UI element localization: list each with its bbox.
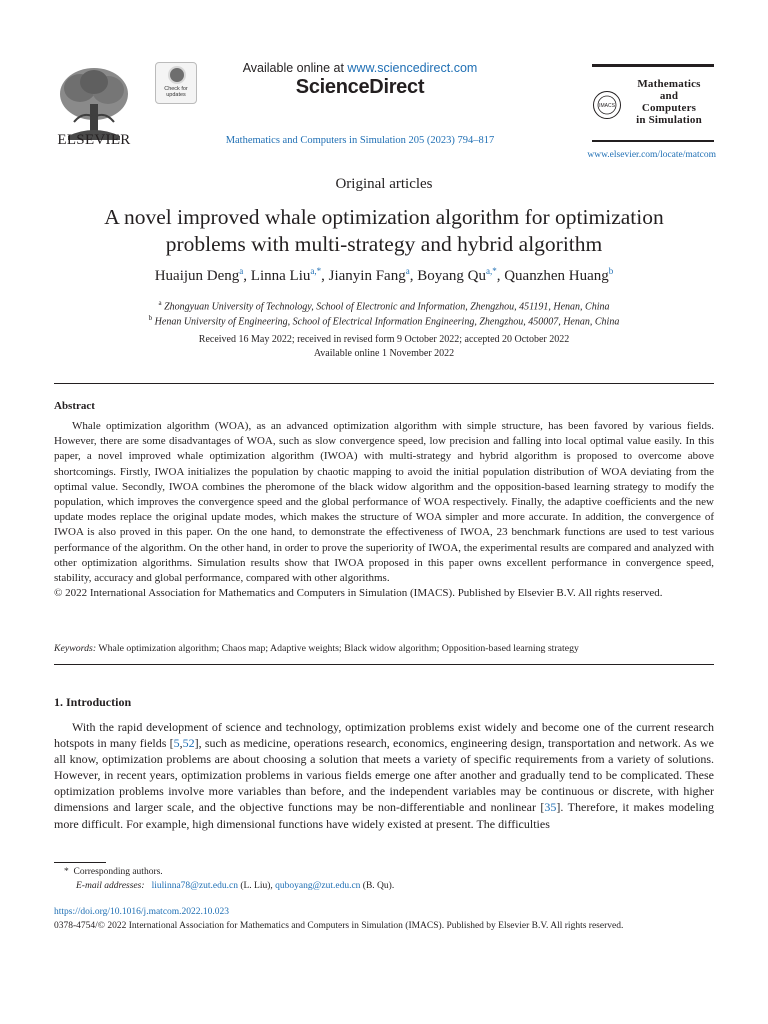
- title-line: A novel improved whale optimization algorithm for optimization: [104, 205, 664, 229]
- publisher-name: ELSEVIER: [57, 132, 131, 148]
- doi-link[interactable]: https://doi.org/10.1016/j.matcom.2022.10.023: [54, 907, 230, 917]
- abstract-text: Whale optimization algorithm (WOA), as an advanced optimization algorithm with simple structure, has been favored by various fields. However, there are some disadvantages of WOA, such as slow convergence speed, low precision and falling into local optimal value easily. In this paper, a novel improved whale optimization algorithm (IWOA) with multi-strategy and hybrid algorithm is proposed to overcome above shortcomings. Firstly, IWOA initializes the population by chaotic mapping to avoid the initial population distribution of WOA deviating from the optimal value. Secondly, IWOA combines the pheromone of the black widow algorithm and the opposition-based learning strategy to modify the population, which improves the convergence speed and the global performance of WOA respectively. Finally, the adaptive coefficients and the new update modes replace the original update modes, which makes the structure of WOA simpler and more accurate. In addition, the convergence of IWOA is also proved in this paper. On the one hand, to demonstrate the effectiveness of IWOA, 23 benchmark functions are used to test various performance of the algorithm. On the other hand, in order to prove the superiority of IWOA, the experimental results are compared and analyzed with other optimization algorithms. Simulation results show that IWOA proposed in this paper owns excellent performance in convergence speed, stability, accuracy and global performance, compared with other algorithms.: [54, 420, 714, 585]
- author-affil-marker[interactable]: a,*: [485, 266, 497, 276]
- journal-logo-line: Computers: [641, 102, 697, 114]
- author-name: Boyang Qu: [417, 268, 486, 284]
- keywords-line: [54, 643, 714, 654]
- available-online-line: [200, 61, 520, 75]
- author-name: Huaijun Deng: [154, 268, 240, 284]
- corresponding-author-note: [64, 867, 163, 877]
- footnote-marker: *: [64, 867, 69, 877]
- author-affil-marker[interactable]: a: [405, 266, 410, 276]
- journal-logo: [592, 64, 714, 146]
- introduction-paragraph: [54, 719, 714, 832]
- journal-logo-title: [622, 78, 716, 126]
- section-type: Original articles: [335, 176, 433, 192]
- footnote-rule: [54, 862, 106, 863]
- intro-text: ]. Therefore, it makes modeling more difficult. For example, high dimensional functions have widely existed at present. The difficulties: [54, 800, 714, 831]
- intro-text: With the rapid development of science and technology, optimization problems exist widely and become one of the current research hotspots in many fields [: [54, 720, 714, 751]
- author-name: Jianyin Fang: [328, 268, 406, 284]
- journal-logo-line: and: [659, 90, 679, 102]
- citation-link[interactable]: 35: [544, 800, 557, 815]
- author-list: Huaijun Deng$^a$, Linna Liu$^{a,*}$, Jianyin Fang$^a$, Boyang $Qu^{a,*}$, Quanzhen Huang$^b$: [154, 266, 614, 284]
- citation-separator: ,: [179, 736, 183, 751]
- sciencedirect-link[interactable]: www.sciencedirect.com: [347, 61, 478, 75]
- sciencedirect-brand: ScienceDirect: [295, 76, 425, 98]
- affiliation-text: Zhongyuan University of Technology, School of Electronic and Information, Zhengzhou, 451191, Henan, China: [164, 301, 610, 313]
- abstract-bottom-rule: [54, 664, 714, 665]
- imacs-seal-icon: [592, 90, 622, 120]
- journal-reference[interactable]: Mathematics and Computers in Simulation 205 (2023) 794–817: [225, 135, 495, 146]
- check-updates-label: Check for updates: [164, 86, 188, 98]
- affiliation-b: [40, 314, 728, 327]
- update-icon: [168, 66, 186, 84]
- title-line: problems with multi-strategy and hybrid algorithm: [165, 232, 603, 256]
- email-owner: (L. Liu),: [240, 881, 273, 891]
- article-title: [40, 204, 728, 258]
- received-dates: Received 16 May 2022; received in revised form 9 October 2022; accepted 20 October 2022: [198, 334, 570, 345]
- author-affil-marker[interactable]: b: [608, 266, 614, 276]
- available-online-prefix: Available online at: [242, 61, 348, 75]
- email-link[interactable]: quboyang@zut.edu.cn: [275, 881, 361, 891]
- journal-logo-line: in Simulation: [636, 114, 702, 126]
- footnote-text: Corresponding authors.: [73, 867, 163, 877]
- available-online-date: Available online 1 November 2022: [313, 347, 455, 359]
- keywords-text: Whale optimization algorithm; Chaos map; Adaptive weights; Black widow algorithm; Opposition-based learning strategy: [98, 643, 579, 654]
- journal-logo-top-rule: [592, 64, 714, 67]
- email-link[interactable]: liulinna78@zut.edu.cn: [151, 881, 238, 891]
- citation-link[interactable]: 52: [182, 736, 195, 751]
- affiliation-a: [40, 299, 728, 312]
- affiliation-text: Henan University of Engineering, School of Electrical Information Engineering, Zhengzhou, 450007, Henan, China: [154, 316, 620, 328]
- abstract-top-rule: [54, 383, 714, 384]
- citation-link[interactable]: 5: [173, 736, 180, 751]
- email-addresses-note: [76, 881, 394, 891]
- footer-copyright: 0378-4754/© 2022 International Association for Mathematics and Computers in Simulation (IMACS). Published by Elsevier B.V. All rights reserved.: [54, 921, 624, 931]
- author-affil-marker[interactable]: a,*: [310, 266, 322, 276]
- affiliation-marker: a: [158, 299, 162, 307]
- keywords-label: Keywords:: [54, 643, 97, 654]
- seal-text: IMACS: [599, 103, 615, 109]
- author-name: Quanzhen Huang: [504, 268, 609, 284]
- abstract-heading: Abstract: [54, 400, 95, 412]
- author-affil-marker[interactable]: a: [239, 266, 244, 276]
- section-heading-introduction: 1. Introduction: [54, 695, 132, 709]
- author-name: Linna Liu: [250, 268, 311, 284]
- intro-text: ], such as medicine, operations research, economics, engineering design, transportation and network. As we all know, optimization problems are about choosing a solution that meets a variety of specific requirements from a variety of solutions. However, in recent years, optimization problems in various fields emerge one after another and gradually tend to be complicated. These optimization problems involve more variables than before, and the independent variables may be continuous or discrete, with higher dimensions and larger scale, and the objective functions may be non-differentiable and nonlinear [: [54, 736, 714, 815]
- journal-logo-bottom-rule: [592, 140, 714, 142]
- journal-logo-line: Mathematics: [637, 78, 701, 90]
- check-for-updates-badge[interactable]: [155, 62, 197, 104]
- journal-url-link[interactable]: www.elsevier.com/locate/matcom: [587, 150, 716, 160]
- article-dates: [40, 333, 728, 360]
- abstract-body: [54, 419, 714, 601]
- abstract-copyright: © 2022 International Association for Mathematics and Computers in Simulation (IMACS). Published by Elsevier B.V. All rights reserved.: [54, 587, 663, 600]
- affiliation-marker: b: [148, 314, 153, 322]
- email-label: E-mail addresses:: [76, 881, 145, 891]
- email-owner: (B. Qu).: [362, 881, 395, 891]
